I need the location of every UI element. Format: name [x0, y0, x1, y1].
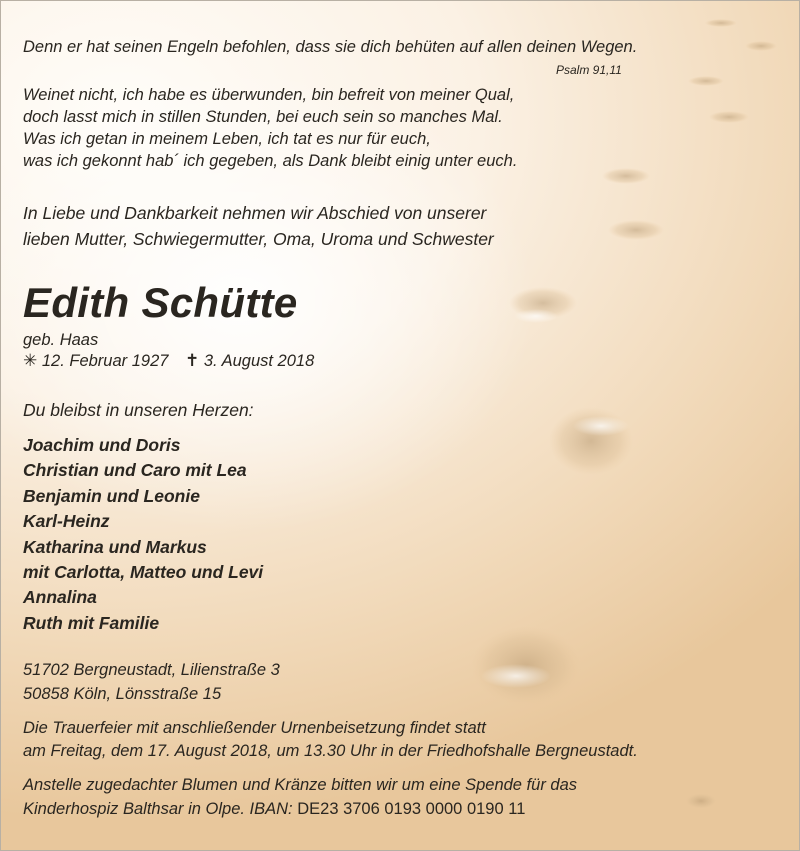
heart-line: Du bleibst in unseren Herzen: [23, 400, 254, 420]
footprint-mid [509, 168, 664, 323]
address-line: 51702 Bergneustadt, Lilienstraße 3 [23, 661, 280, 679]
address-line: 50858 Köln, Lönsstraße 15 [23, 685, 222, 703]
verse-text: Denn er hat seinen Engeln befohlen, dass sie dich behüten auf allen deinen Wegen. [23, 38, 638, 56]
donation-info [23, 773, 577, 821]
mourners-list [23, 433, 263, 636]
mourner: Joachim und Doris [23, 435, 181, 455]
mourner: mit Carlotta, Matteo und Levi [23, 562, 264, 583]
service-line: am Freitag, dem 17. August 2018, um 13.30 Uhr in der Friedhofshalle Bergneustadt. [23, 742, 638, 760]
farewell-text [23, 200, 494, 252]
deceased-name: Edith Schütte [23, 279, 298, 326]
verse-reference: Psalm 91,11 [556, 63, 622, 77]
donation-recipient: Kinderhospiz Balthsar in Olpe. IBAN: [23, 800, 298, 818]
poem-line: doch lasst mich in stillen Stunden, bei euch sein so manches Mal. [23, 108, 503, 126]
iban-number: DE23 3706 0193 0000 0190 11 [297, 800, 526, 818]
mourner: Benjamin und Leonie [23, 485, 200, 506]
footprint-far [688, 19, 777, 123]
mourner: Christian und Caro mit Lea [23, 460, 247, 481]
poem-line: Weinet nicht, ich habe es überwunden, bin befreit von meiner Qual, [23, 86, 515, 104]
farewell-line: In Liebe und Dankbarkeit nehmen wir Abschied von unserer [23, 203, 487, 223]
mourner: Karl-Heinz [23, 511, 110, 532]
birth-date: 12. Februar 1927 [41, 352, 169, 370]
birth-name: geb. Haas [23, 331, 99, 349]
farewell-line: lieben Mutter, Schwiegermutter, Oma, Uroma und Schwester [23, 229, 494, 249]
death-date: 3. August 2018 [203, 352, 315, 370]
addresses [23, 658, 280, 706]
life-dates [23, 351, 314, 371]
poem [23, 84, 517, 172]
service-line: Die Trauerfeier mit anschließender Urnenbeisetzung findet statt [23, 719, 486, 737]
death-cross-icon: ✝ [185, 351, 200, 370]
donation-line: Anstelle zugedachter Blumen und Kränze bitten wir um eine Spende für das [23, 776, 577, 794]
mourner: Katharina und Markus [23, 536, 207, 557]
poem-line: was ich gekonnt hab´ ich gegeben, als Dank bleibt einig unter euch. [23, 152, 518, 170]
poem-line: Was ich getan in meinem Leben, ich tat es nur für euch, [23, 130, 431, 148]
mourner: Annalina [23, 587, 97, 608]
service-info [23, 717, 638, 763]
birth-star-icon: ✳ [23, 351, 38, 370]
mourner: Ruth mit Familie [23, 612, 160, 633]
donation-line [23, 797, 577, 821]
